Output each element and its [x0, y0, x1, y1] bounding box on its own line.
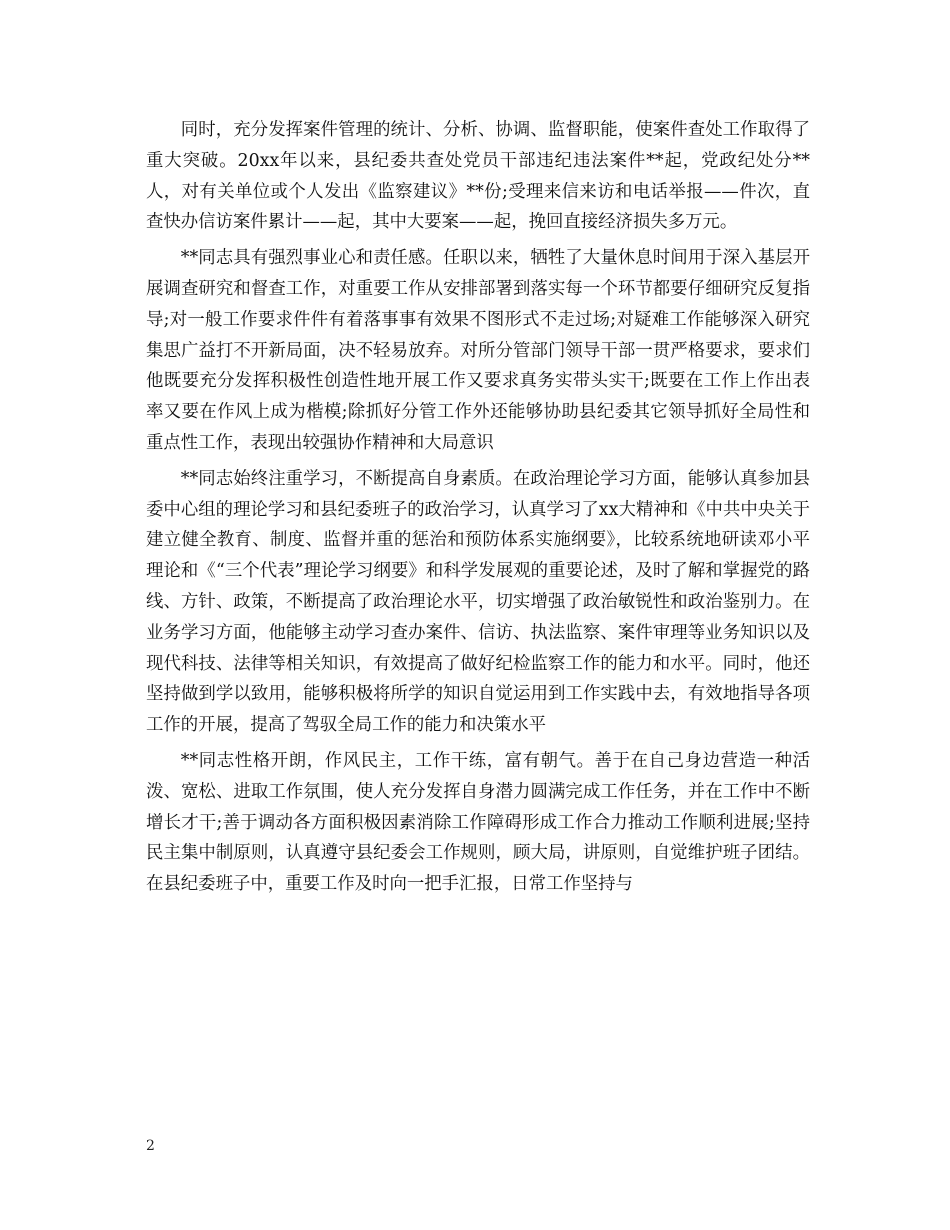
paragraph-study: **同志始终注重学习，不断提高自身素质。在政治理论学习方面，能够认真参加县委中心组的理论学习和县纪委班子的政治学习，认真学习了xx大精神和《中共中央关于建立健全教育、制度、监督并重的惩治和预防体系实施纲要》，比较系统地研读邓小平理论和《“三个代表”理论学习纲要》和科学发展观的重要论述，及时了解和掌握党的路线、方针、政策，不断提高了政治理论水平，切实增强了政治敏锐性和政治鉴别力。在业务学习方面，他能够主动学习查办案件、信访、执法监察、案件审理等业务知识以及现代科技、法律等相关知识，有效提高了做好纪检监察工作的能力和水平。同时，他还坚持做到学以致用，能够积极将所学的知识自觉运用到工作实践中去，有效地指导各项工作的开展，提高了驾驭全局工作的能力和决策水平	[146, 468, 810, 736]
paragraph-responsibility: **同志具有强烈事业心和责任感。任职以来，牺牲了大量休息时间用于深入基层开展调查研究和督查工作，对重要工作从安排部署到落实每一个环节都要仔细研究反复指导;对一般工作要求件件有着落事事有效果不图形式不走过场;对疑难工作能够深入研究集思广益打不开新局面，决不轻易放弃。对所分管部门领导干部一贯严格要求，要求们他既要充分发挥积极性创造性地开展工作又要求真务实带头实干;既要在工作上作出表率又要在作风上成为楷模;除抓好分管工作外还能够协助县纪委其它领导抓好全局性和重点性工作，表现出较强协作精神和大局意识	[146, 248, 810, 453]
paragraph-case-management: 同时，充分发挥案件管理的统计、分析、协调、监督职能，使案件查处工作取得了重大突破。20xx年以来，县纪委共查处党员干部违纪违法案件**起，党政纪处分**人，对有关单位或个人发出《监察建议》**份;受理来信来访和电话举报——件次，直查快办信访案件累计——起，其中大要案——起，挽回直接经济损失多万元。	[146, 120, 810, 233]
paragraph-character: **同志性格开朗，作风民主，工作干练，富有朝气。善于在自己身边营造一种活泼、宽松、进取工作氛围，使人充分发挥自身潜力圆满完成工作任务，并在工作中不断增长才干;善于调动各方面积极因素消除工作障碍形成工作合力推动工作顺利进展;坚持民主集中制原则，认真遵守县纪委会工作规则，顾大局，讲原则，自觉维护班子团结。在县纪委班子中，重要工作及时向一把手汇报，日常工作坚持与	[146, 750, 810, 895]
page-number: 2	[146, 1138, 155, 1154]
document-body	[146, 115, 810, 905]
